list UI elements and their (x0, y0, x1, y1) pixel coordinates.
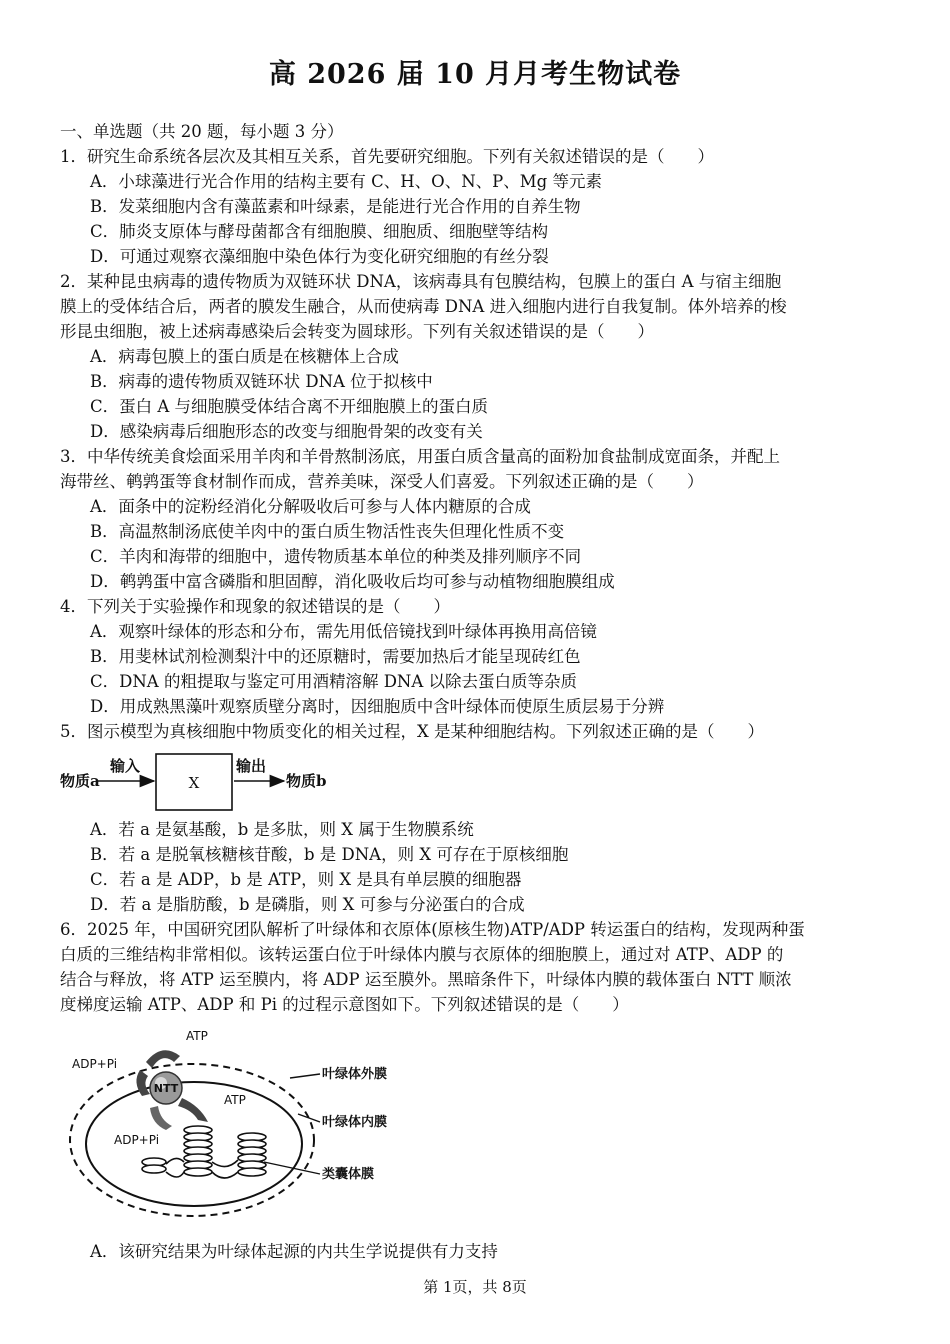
figure-5-output-label: 输出 (236, 757, 267, 775)
question-1-option-d: D．可通过观察衣藻细胞中染色体行为变化研究细胞的有丝分裂 (90, 247, 549, 266)
atp-mid-label: ATP (224, 1093, 246, 1107)
question-2-option-b: B．病毒的遗传物质双链环状 DNA 位于拟核中 (90, 372, 433, 391)
question-2-option-c: C．蛋白 A 与细胞膜受体结合离不开细胞膜上的蛋白质 (90, 397, 489, 416)
question-4-option-a: A．观察叶绿体的形态和分布，需先用低倍镜找到叶绿体再换用高倍镜 (90, 622, 597, 641)
question-3-option-a: A．面条中的淀粉经消化分解吸收后可参与人体内糖原的合成 (90, 497, 531, 516)
inner-membrane-leader (298, 1114, 320, 1122)
question-3-stem-line-1: 3．中华传统美食烩面采用羊肉和羊骨熬制汤底，用蛋白质含量高的面粉加食盐制成宽面条，并配上 (60, 447, 780, 466)
question-5-option-a: A．若 a 是氨基酸，b 是多肽，则 X 属于生物膜系统 (90, 820, 474, 839)
question-2-stem-line-2: 膜上的受体结合后，两者的膜发生融合，从而使病毒 DNA 进入细胞内进行自我复制。体外培养的梭 (60, 297, 787, 316)
atp-release-arrow (178, 1098, 208, 1122)
question-1-option-a: A．小球藻进行光合作用的结构主要有 C、H、O、N、P、Mg 等元素 (90, 172, 602, 191)
question-1-option-c: C．肺炎支原体与酵母菌都含有细胞膜、细胞质、细胞壁等结构 (90, 222, 549, 241)
question-2-option-d: D．感染病毒后细胞形态的改变与细胞骨架的改变有关 (90, 422, 483, 441)
question-3-option-b: B．高温熬制汤底使羊肉中的蛋白质生物活性丧失但理化性质不变 (90, 522, 565, 541)
outer-membrane-leader (290, 1074, 320, 1078)
atp-top-label: ATP (186, 1029, 208, 1043)
question-6-option-a: A．该研究结果为叶绿体起源的内共生学说提供有力支持 (90, 1242, 498, 1261)
outer-membrane-label: 叶绿体外膜 (322, 1067, 388, 1082)
adp-pi-mid-label: ADP+Pi (114, 1133, 160, 1147)
figure-5-left-label: 物质a (60, 772, 100, 790)
question-5-option-d: D．若 a 是脂肪酸，b 是磷脂，则 X 可参与分泌蛋白的合成 (90, 895, 525, 914)
ntt-label: NTT (153, 1082, 179, 1095)
question-5-stem: 5．图示模型为真核细胞中物质变化的相关过程，X 是某种细胞结构。下列叙述正确的是（ ） (60, 722, 764, 741)
inner-membrane-label: 叶绿体内膜 (322, 1115, 388, 1130)
question-6-stem-line-4: 度梯度运输 ATP、ADP 和 Pi 的过程示意图如下。下列叙述错误的是（ ） (60, 995, 629, 1014)
question-3-option-c: C．羊肉和海带的细胞中，遗传物质基本单位的种类及排列顺序不同 (90, 547, 582, 566)
thylakoid-grana (142, 1126, 266, 1176)
thylakoid-leader (264, 1162, 320, 1174)
question-6-stem-line-1: 6．2025 年，中国研究团队解析了叶绿体和衣原体(原核生物)ATP/ADP 转运蛋白的结构，发现两种蛋 (60, 920, 805, 939)
page-title: 高 2026 届 10 月月考生物试卷 (268, 59, 682, 90)
question-5-option-b: B．若 a 是脱氧核糖核苷酸，b 是 DNA，则 X 可存在于原核细胞 (90, 845, 569, 864)
question-4-option-d: D．用成熟黑藻叶观察质壁分离时，因细胞质中含叶绿体而使原生质层易于分辨 (90, 697, 665, 716)
thylakoid-label: 类囊体膜 (322, 1167, 375, 1182)
adp-pi-top-label: ADP+Pi (72, 1057, 118, 1071)
question-2-stem-line-3: 形昆虫细胞，被上述病毒感染后会转变为圆球形。下列有关叙述错误的是（ ） (60, 322, 654, 341)
question-6-stem-line-2: 白质的三维结构非常相似。该转运蛋白位于叶绿体内膜与衣原体的细胞膜上，通过对 ATP、ADP 的 (60, 945, 784, 964)
question-2-stem-line-1: 2．某种昆虫病毒的遗传物质为双链环状 DNA，该病毒具有包膜结构，包膜上的蛋白 A 与宿主细胞 (60, 272, 782, 291)
page-footer: 第 1页，共 8页 (423, 1278, 527, 1296)
atp-in-arrow (146, 1050, 180, 1068)
question-4-option-c: C．DNA 的粗提取与鉴定可用酒精溶解 DNA 以除去蛋白质等杂质 (90, 672, 578, 691)
figure-5-right-label: 物质b (286, 772, 327, 790)
question-4-stem: 4．下列关于实验操作和现象的叙述错误的是（ ） (60, 597, 450, 616)
figure-5-box-label: X (188, 774, 200, 792)
question-3-option-d: D．鹌鹑蛋中富含磷脂和胆固醇，消化吸收后均可参与动植物细胞膜组成 (90, 572, 615, 591)
figure-6-diagram (62, 1022, 432, 1222)
adp-bind-arrow (150, 1106, 172, 1130)
question-6-stem-line-3: 结合与释放，将 ATP 运至膜内，将 ADP 运至膜外。黑暗条件下，叶绿体内膜的载体蛋白 NTT 顺浓 (60, 970, 792, 989)
adp-out-arrow (136, 1070, 150, 1096)
figure-5-diagram (58, 752, 358, 814)
question-5-option-c: C．若 a 是 ADP，b 是 ATP，则 X 是具有单层膜的细胞器 (90, 870, 522, 889)
section-heading: 一、单选题（共 20 题，每小题 3 分） (60, 122, 344, 141)
question-3-stem-line-2: 海带丝、鹌鹑蛋等食材制作而成，营养美味，深受人们喜爱。下列叙述正确的是（ ） (60, 472, 704, 491)
figure-5-input-label: 输入 (110, 757, 141, 775)
question-2-option-a: A．病毒包膜上的蛋白质是在核糖体上合成 (90, 347, 399, 366)
question-1-option-b: B．发菜细胞内含有藻蓝素和叶绿素，是能进行光合作用的自养生物 (90, 197, 581, 216)
question-4-option-b: B．用斐林试剂检测梨汁中的还原糖时，需要加热后才能呈现砖红色 (90, 647, 581, 666)
question-1-stem: 1．研究生命系统各层次及其相互关系，首先要研究细胞。下列有关叙述错误的是（ ） (60, 147, 714, 166)
